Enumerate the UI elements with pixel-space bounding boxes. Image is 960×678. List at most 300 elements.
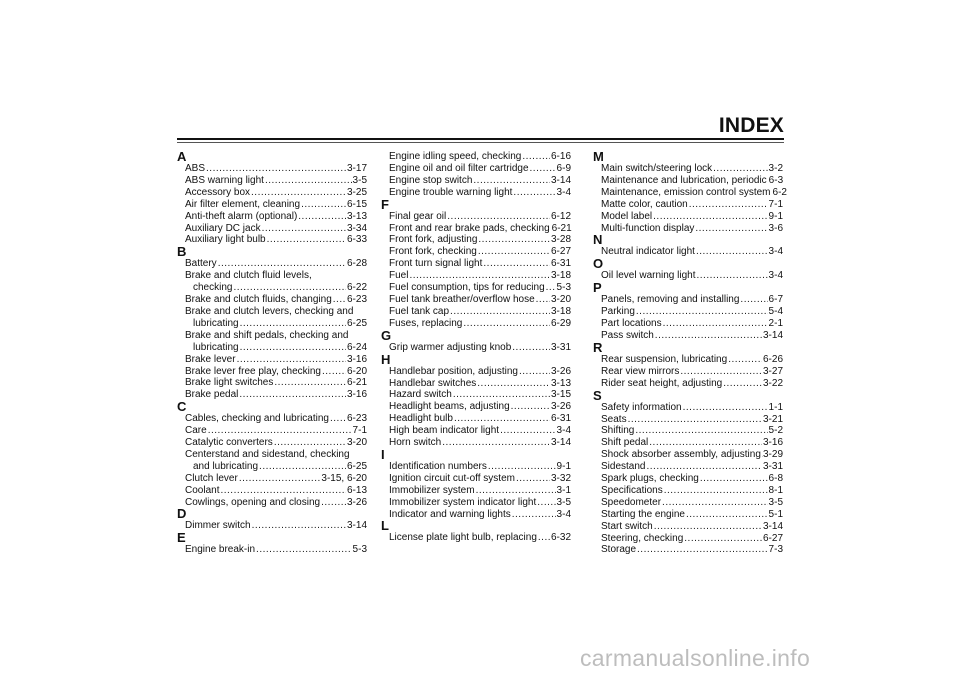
index-entry-name: Accessory box xyxy=(185,186,251,198)
index-entry xyxy=(177,389,367,401)
index-entry xyxy=(593,211,783,223)
index-entry xyxy=(381,270,571,282)
index-entry xyxy=(381,258,571,270)
index-entry-name: Shock absorber assembly, adjusting xyxy=(601,449,761,461)
index-entry-name: Storage xyxy=(601,544,637,556)
leader-dots xyxy=(683,402,768,414)
leader-dots xyxy=(237,354,346,366)
index-entry-page: 3-15, 6-20 xyxy=(321,472,367,484)
index-entry-name: and lubricating xyxy=(193,460,259,472)
index-entry-page: 9-1 xyxy=(556,460,571,472)
leader-dots xyxy=(454,413,550,425)
index-entry xyxy=(381,437,571,449)
index-entry xyxy=(381,413,571,425)
index-entry-name: Engine stop switch xyxy=(389,174,473,186)
leader-dots xyxy=(530,163,556,175)
index-entry xyxy=(177,461,367,473)
leader-dots xyxy=(240,342,346,354)
index-entry-page: 3-13 xyxy=(346,210,367,222)
index-entry xyxy=(593,544,783,556)
index-entry-name: Hazard switch xyxy=(389,389,452,401)
index-entry-page: 3-16 xyxy=(346,353,367,365)
index-entry-name: Engine trouble warning light xyxy=(389,186,513,198)
index-entry-page: 3-2 xyxy=(768,163,783,174)
index-entry-name: Front and rear brake pads, checking xyxy=(389,222,550,234)
index-entry-name: Cables, checking and lubricating xyxy=(185,413,329,425)
leader-dots xyxy=(274,437,346,449)
leader-dots xyxy=(536,294,550,306)
index-letter-heading: H xyxy=(381,351,391,367)
index-entry-page: 3-26 xyxy=(550,401,571,413)
index-entry-page: 3-16 xyxy=(346,389,367,401)
index-entry-page: 5-4 xyxy=(768,306,783,318)
index-entry-name: Spark plugs, checking xyxy=(601,473,699,485)
index-entry-page: 3-14 xyxy=(550,174,571,186)
leader-dots xyxy=(447,211,550,223)
index-entry-page: 3-4 xyxy=(556,186,571,198)
index-entry-page: 3-14 xyxy=(346,520,367,532)
index-entry xyxy=(381,163,571,175)
index-entry xyxy=(593,497,783,509)
index-entry-page: 3-4 xyxy=(556,508,571,520)
index-entry-name: ABS xyxy=(185,163,206,174)
leader-dots xyxy=(267,234,346,246)
index-entry xyxy=(593,437,783,449)
index-entry xyxy=(177,223,367,235)
index-entry-page: 3-21 xyxy=(762,413,783,425)
index-entry xyxy=(593,354,783,366)
leader-dots xyxy=(265,175,352,187)
index-entry xyxy=(593,163,783,175)
leader-dots xyxy=(512,342,550,354)
index-entry-name: Immobilizer system indicator light xyxy=(389,496,537,508)
leader-dots xyxy=(483,258,550,270)
index-entry xyxy=(177,544,367,556)
leader-dots xyxy=(636,306,768,318)
leader-dots xyxy=(321,497,346,509)
leader-dots xyxy=(233,282,346,294)
index-entry-page: 3-5 xyxy=(556,496,571,508)
index-entry-name: License plate light bulb, replacing xyxy=(389,532,537,544)
leader-dots xyxy=(723,378,762,390)
index-entry-page: 6-20 xyxy=(346,365,367,377)
index-entry-page: 3-32 xyxy=(550,472,571,484)
index-entry-name: Grip warmer adjusting knob xyxy=(389,341,512,353)
index-column-3 xyxy=(593,149,787,556)
leader-dots xyxy=(684,533,762,545)
index-entry-page: 7-1 xyxy=(768,198,783,210)
index-entry-page: 6-33 xyxy=(346,234,367,246)
title-rule-thick xyxy=(177,138,784,140)
index-entry xyxy=(381,175,571,187)
index-entry xyxy=(177,425,367,437)
index-entry-name: Neutral indicator light xyxy=(601,246,695,258)
index-entry-page: 5-3 xyxy=(556,282,571,294)
leader-dots xyxy=(333,294,346,306)
index-entry-name: Dimmer switch xyxy=(185,520,251,532)
index-entry xyxy=(381,342,571,354)
index-entry xyxy=(381,473,571,485)
index-entry-page: 6-15 xyxy=(346,198,367,210)
index-entry-name: Model label xyxy=(601,210,653,222)
index-entry-name: lubricating xyxy=(193,341,239,353)
index-entry-page: 9-1 xyxy=(768,210,783,222)
index-entry-name: Rear suspension, lubricating xyxy=(601,353,728,365)
index-entry-name: Start switch xyxy=(601,520,653,532)
index-entry-page: 6-32 xyxy=(550,532,571,544)
index-entry-name: Main switch/steering lock xyxy=(601,163,713,174)
index-entry-page: 5-2 xyxy=(768,425,783,437)
index-entry-page: 3-14 xyxy=(762,520,783,532)
index-entry xyxy=(593,414,783,426)
watermark-text: carmanualsonline.info xyxy=(580,645,811,671)
index-entry-name: Ignition circuit cut-off system xyxy=(389,472,515,484)
index-entry-page: 6-16 xyxy=(550,151,571,162)
index-entry-name: Anti-theft alarm (optional) xyxy=(185,210,298,222)
leader-dots xyxy=(477,378,550,390)
index-entry xyxy=(381,461,571,473)
index-entry xyxy=(593,246,783,258)
index-entry-name: Front fork, checking xyxy=(389,246,477,258)
index-entry xyxy=(177,187,367,199)
index-entry xyxy=(381,294,571,306)
index-entry xyxy=(177,377,367,389)
index-entry xyxy=(381,306,571,318)
index-entry-page: 3-20 xyxy=(550,293,571,305)
index-entry-name: Brake and clutch fluids, changing xyxy=(185,294,332,306)
index-entry-name: Immobilizer system xyxy=(389,484,475,496)
index-entry-page: 6-28 xyxy=(346,258,367,270)
index-entry xyxy=(381,282,571,294)
leader-dots xyxy=(239,473,321,485)
index-entry-name: Catalytic converters xyxy=(185,437,273,449)
index-entry xyxy=(593,175,783,187)
index-entry-name: Pass switch xyxy=(601,329,654,341)
index-entry-name: Panels, removing and installing xyxy=(601,294,740,306)
index-entry-page: 3-34 xyxy=(346,222,367,234)
index-entry-name: Brake pedal xyxy=(185,389,239,401)
index-entry-name: Identification numbers xyxy=(389,460,487,472)
index-letter-heading: A xyxy=(177,149,187,164)
index-entry xyxy=(381,318,571,330)
leader-dots xyxy=(301,199,346,211)
index-entry-name: Maintenance, emission control system xyxy=(601,186,771,198)
index-entry-page: 3-13 xyxy=(550,377,571,389)
index-entry xyxy=(593,473,783,485)
index-entry xyxy=(381,485,571,497)
index-entry xyxy=(381,509,571,521)
index-entry xyxy=(593,330,783,342)
index-entry xyxy=(177,282,367,294)
index-entry xyxy=(593,186,787,199)
index-entry-name: Care xyxy=(185,425,207,437)
index-entry-page: 5-1 xyxy=(768,508,783,520)
index-entry xyxy=(593,306,783,318)
leader-dots xyxy=(262,223,346,235)
index-entry-name: Cowlings, opening and closing xyxy=(185,496,321,508)
index-entry-name: Final gear oil xyxy=(389,210,447,222)
index-entry-page: 3-31 xyxy=(550,341,571,353)
leader-dots xyxy=(695,223,767,235)
index-entry-name: Matte color, caution xyxy=(601,198,688,210)
leader-dots xyxy=(478,234,550,246)
index-entry-page: 3-20 xyxy=(346,437,367,449)
index-entry-page: 6-27 xyxy=(550,246,571,258)
leader-dots xyxy=(635,425,767,437)
index-entry xyxy=(177,485,367,497)
index-entry-name: Starting the engine xyxy=(601,508,685,520)
index-entry-name: Coolant xyxy=(185,484,220,496)
index-entry xyxy=(177,413,367,425)
index-letter-heading: L xyxy=(381,518,389,534)
index-entry-page: 3-6 xyxy=(768,222,783,234)
index-entry-page: 6-29 xyxy=(550,317,571,329)
index-entry-name: Auxiliary light bulb xyxy=(185,234,266,246)
index-entry-page: 3-5 xyxy=(768,496,783,508)
index-letter-heading: D xyxy=(177,506,187,522)
leader-dots xyxy=(251,187,346,199)
index-entry xyxy=(381,497,571,509)
index-entry-name: Fuel tank breather/overflow hose xyxy=(389,293,535,305)
index-entry-page: 3-17 xyxy=(346,163,367,174)
index-entry-page: 2-1 xyxy=(768,318,783,330)
leader-dots xyxy=(330,413,346,425)
index-entry-page: 6-25 xyxy=(346,460,367,472)
index-entry xyxy=(177,437,367,449)
leader-dots xyxy=(450,306,550,318)
leader-dots xyxy=(538,532,550,544)
leader-dots xyxy=(442,437,550,449)
index-entry-page: 6-27 xyxy=(762,532,783,544)
index-entry xyxy=(593,509,783,521)
index-entry xyxy=(593,199,783,211)
index-entry-name: Headlight bulb xyxy=(389,413,453,425)
title-rule-thin xyxy=(177,142,784,143)
index-entry-page: 6-31 xyxy=(550,413,571,425)
index-entry-page: 3-15 xyxy=(550,389,571,401)
index-entry-page: 6-22 xyxy=(346,282,367,294)
leader-dots xyxy=(696,246,768,258)
index-entry-page: 3-16 xyxy=(762,437,783,449)
index-entry-name: Fuel xyxy=(389,270,409,282)
leader-dots xyxy=(259,461,346,473)
index-entry xyxy=(593,449,783,461)
index-entry-page: 6-3 xyxy=(768,174,784,186)
index-entry-name: Engine oil and oil filter cartridge xyxy=(389,162,529,174)
index-letter-heading: B xyxy=(177,244,187,260)
index-entry xyxy=(177,342,367,354)
index-entry-name: Battery xyxy=(185,258,217,270)
leader-dots xyxy=(453,389,550,401)
index-entry-name: Sidestand xyxy=(601,461,646,473)
leader-dots xyxy=(655,330,762,342)
index-entry-name: Rear view mirrors xyxy=(601,365,680,377)
leader-dots xyxy=(488,461,556,473)
index-entry-page: 3-4 xyxy=(768,270,783,282)
index-entry xyxy=(381,401,571,413)
index-entry-name: Handlebar switches xyxy=(389,377,477,389)
index-entry-page: 6-23 xyxy=(346,413,367,425)
index-entry xyxy=(381,223,571,235)
index-entry-name: Steering, checking xyxy=(601,532,684,544)
index-entry-page: 3-4 xyxy=(768,246,783,258)
index-entry-name: Shifting xyxy=(601,425,635,437)
index-entry-name: lubricating xyxy=(193,317,239,329)
index-entry-name: Horn switch xyxy=(389,437,442,449)
index-entry-page: 6-2 xyxy=(772,186,787,198)
leader-dots xyxy=(519,366,550,378)
index-entry xyxy=(177,211,367,223)
index-entry-page: 3-18 xyxy=(550,305,571,317)
index-entry-name: Safety information xyxy=(601,401,682,413)
index-entry-page: 6-25 xyxy=(346,317,367,329)
index-entry-page: 6-26 xyxy=(762,353,783,365)
index-letter-heading: E xyxy=(177,530,186,546)
index-entry-page: 3-28 xyxy=(550,234,571,246)
index-entry-name: Speedometer xyxy=(601,496,662,508)
leader-dots xyxy=(274,377,346,389)
leader-dots xyxy=(206,163,346,175)
index-entry xyxy=(593,294,783,306)
leader-dots xyxy=(728,354,762,366)
index-entry xyxy=(381,389,571,401)
leader-dots xyxy=(463,318,550,330)
index-entry xyxy=(593,223,783,235)
leader-dots xyxy=(239,389,346,401)
index-entry xyxy=(593,366,783,378)
index-entry-name: Parking xyxy=(601,306,635,318)
index-entry xyxy=(593,533,783,545)
index-entry-page: 3-27 xyxy=(762,365,783,377)
index-letter-heading: N xyxy=(593,232,603,248)
index-entry-name: Fuel consumption, tips for reducing xyxy=(389,282,545,294)
leader-dots xyxy=(473,175,550,187)
index-letter-heading: F xyxy=(381,196,389,212)
leader-dots xyxy=(700,473,768,485)
index-letter-heading: M xyxy=(593,149,604,164)
leader-dots xyxy=(500,425,555,437)
index-entry-page: 3-14 xyxy=(762,329,783,341)
index-entry xyxy=(177,354,367,366)
index-entry-page: 6-21 xyxy=(346,377,367,389)
index-entry-page: 3-26 xyxy=(550,365,571,377)
index-entry-page: 3-22 xyxy=(762,377,783,389)
index-entry-line: Brake and clutch levers, checking and xyxy=(185,305,354,317)
index-entry-page: 6-8 xyxy=(768,473,783,485)
index-entry-page: 3-29 xyxy=(762,449,783,461)
index-entry-page: 3-5 xyxy=(352,174,367,186)
index-column-1 xyxy=(177,151,367,556)
index-entry xyxy=(381,378,571,390)
index-entry-page: 6-9 xyxy=(556,162,571,174)
index-entry xyxy=(593,485,783,497)
index-entry xyxy=(381,211,571,223)
leader-dots xyxy=(637,544,768,556)
index-entry-name: Indicator and warning lights xyxy=(389,508,511,520)
index-entry-name: High beam indicator light xyxy=(389,425,500,437)
index-entry-line: Brake and clutch fluid levels, xyxy=(185,270,312,282)
index-entry xyxy=(593,521,783,533)
index-entry xyxy=(177,163,367,175)
index-entry xyxy=(177,199,367,211)
leader-dots xyxy=(663,318,768,330)
index-entry-name: Rider seat height, adjusting xyxy=(601,377,723,389)
index-entry-name: Part locations xyxy=(601,318,662,330)
index-entry-name: Seats xyxy=(601,413,627,425)
index-entry-page: 3-26 xyxy=(346,496,367,508)
index-entry-name: Air filter element, cleaning xyxy=(185,198,301,210)
index-entry-page: 6-23 xyxy=(346,294,367,306)
leader-dots xyxy=(649,437,762,449)
page-title: INDEX xyxy=(718,114,784,137)
index-entry xyxy=(593,461,783,473)
leader-dots xyxy=(322,366,346,378)
index-entry xyxy=(593,270,783,282)
index-entry-name: ABS warning light xyxy=(185,174,264,186)
index-entry-name: Front turn signal light xyxy=(389,258,483,270)
index-entry xyxy=(177,258,367,270)
leader-dots xyxy=(476,485,556,497)
leader-dots xyxy=(252,520,346,532)
index-entry-page: 5-3 xyxy=(352,544,367,556)
index-entry-name: Clutch lever xyxy=(185,472,238,484)
leader-dots xyxy=(218,258,346,270)
leader-dots xyxy=(298,211,346,223)
leader-dots xyxy=(478,246,550,258)
index-entry xyxy=(381,532,571,544)
index-entry-page: 3-18 xyxy=(550,270,571,282)
index-entry-page: 7-1 xyxy=(352,425,367,437)
index-letter-heading: P xyxy=(593,280,602,296)
leader-dots xyxy=(686,509,768,521)
index-entry-page: 7-3 xyxy=(768,544,783,556)
index-letter-heading: R xyxy=(593,339,603,355)
leader-dots xyxy=(256,544,352,556)
index-entry-line: Centerstand and sidestand, checking xyxy=(185,448,350,460)
leader-dots xyxy=(522,151,550,163)
index-entry xyxy=(381,187,571,199)
index-entry-page: 6-13 xyxy=(346,484,367,496)
index-entry xyxy=(381,366,571,378)
leader-dots xyxy=(409,270,550,282)
leader-dots xyxy=(662,497,768,509)
leader-dots xyxy=(654,521,762,533)
index-entry-line: Brake and shift pedals, checking and xyxy=(185,329,349,341)
index-entry-page: 6-24 xyxy=(346,341,367,353)
index-entry xyxy=(177,366,367,378)
index-entry-name: Engine break-in xyxy=(185,544,256,556)
index-entry-name: Auxiliary DC jack xyxy=(185,222,261,234)
index-entry-name: Engine idling speed, checking xyxy=(389,151,522,162)
index-entry-name: Maintenance and lubrication, periodic xyxy=(601,174,767,186)
leader-dots xyxy=(537,497,555,509)
index-entry xyxy=(177,294,367,306)
leader-dots xyxy=(653,211,767,223)
index-entry xyxy=(593,402,783,414)
index-entry-name: Oil level warning light xyxy=(601,270,696,282)
index-entry-page: 3-14 xyxy=(550,437,571,449)
leader-dots xyxy=(208,425,352,437)
leader-dots xyxy=(512,509,556,521)
leader-dots xyxy=(646,461,762,473)
index-entry xyxy=(381,246,571,258)
leader-dots xyxy=(511,401,550,413)
index-entry-page: 3-31 xyxy=(762,461,783,473)
index-entry-name: Front fork, adjusting xyxy=(389,234,478,246)
index-entry xyxy=(381,425,571,437)
index-entry xyxy=(593,425,783,437)
index-entry-name: Fuel tank cap xyxy=(389,305,450,317)
